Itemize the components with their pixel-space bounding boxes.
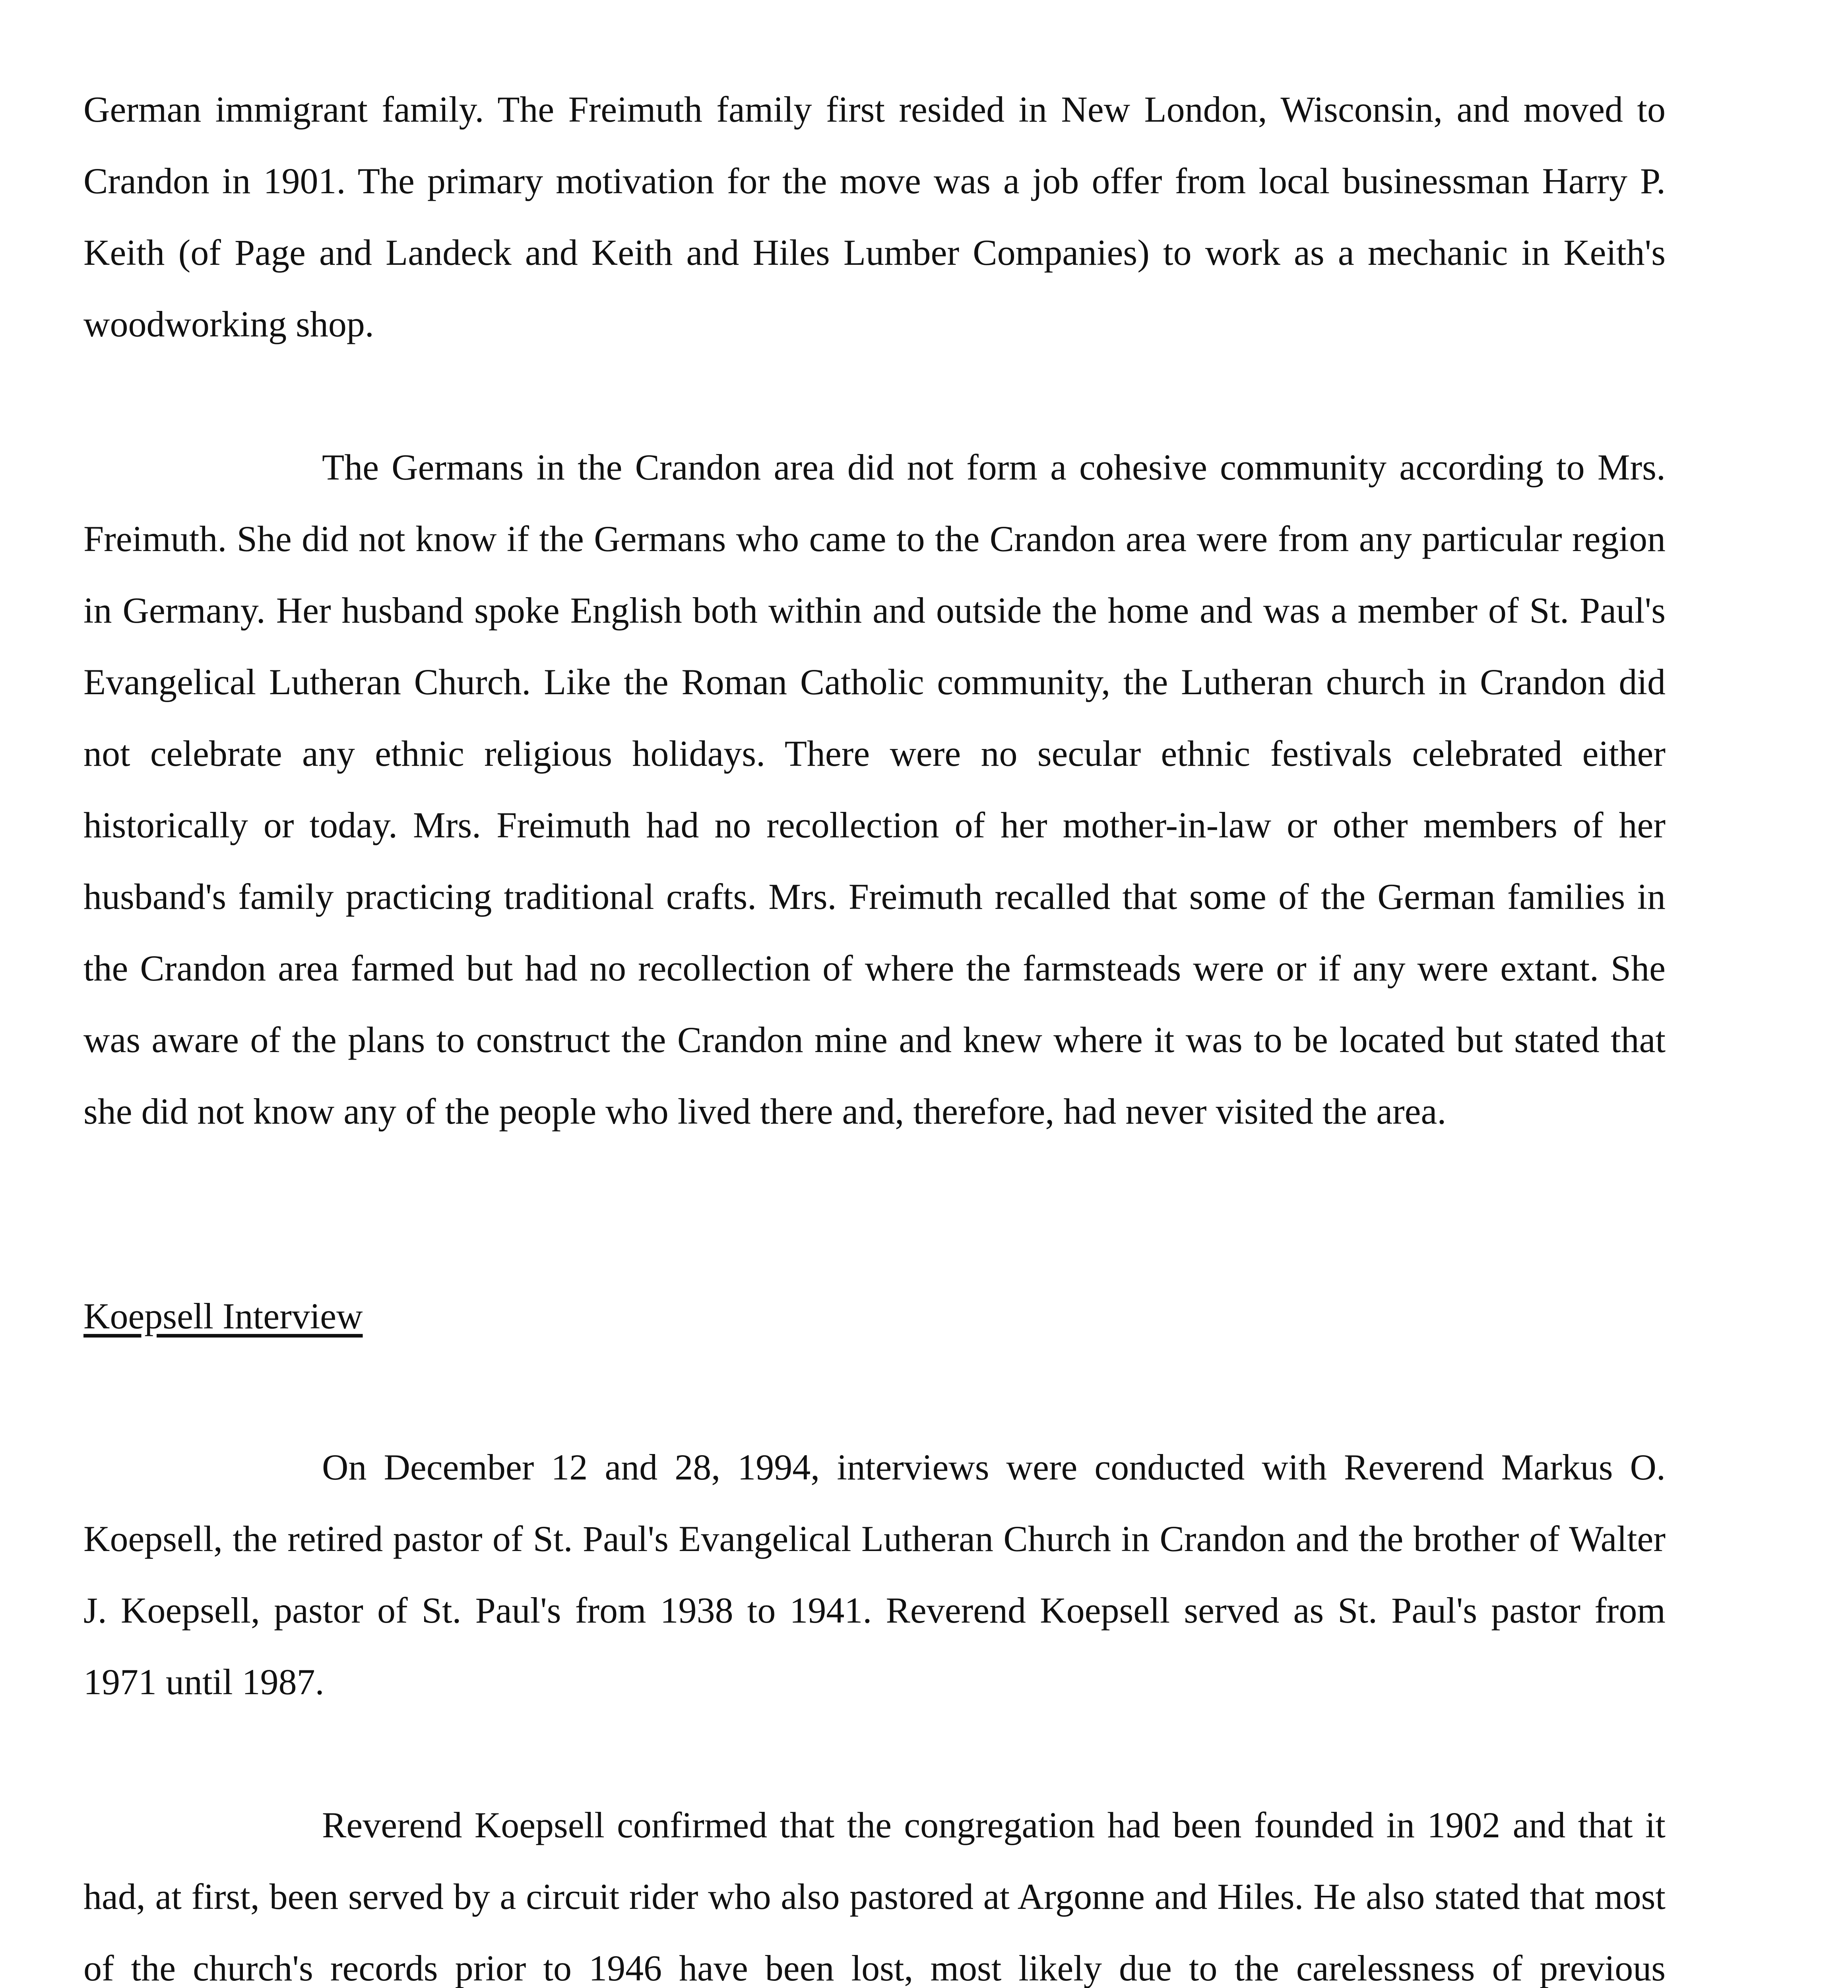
paragraph-freimuth-family: German immigrant family. The Freimuth family first resided in New London, Wisconsin, and moved to Crandon in 1901. The primary motivation for the move was a job offer from local businessman Harry P. Keith (of Page and Landeck and Keith and Hiles Lumber Companies) to work as a mechanic in Keith's woodworking shop.: [83, 89, 1666, 344]
paragraph-koepsell-interviews: On December 12 and 28, 1994, interviews were conducted with Reverend Markus O. Koepsell, the retired pastor of St. Paul's Evangelical Lutheran Church in Crandon and the brother of Walter J. Koepsell, pastor of St. Paul's from 1938 to 1941. Reverend Koepsell served as St. Paul's pastor from 1971 until 1987.: [83, 1447, 1666, 1702]
section-heading: Koepsell Interview: [83, 1296, 363, 1336]
paragraph-congregation-records: Reverend Koepsell confirmed that the congregation had been founded in 1902 and that it had, at first, been served by a circuit rider who also pastored at Argonne and Hiles. He also stated that most of the church's records prior to 1946 have been lost, most likely due to the carelessness of previous: [83, 1805, 1666, 1988]
paragraph-german-community: The Germans in the Crandon area did not form a cohesive community according to Mrs. Freimuth. She did not know if the Germans who came to the Crandon area were from any particular region in Germany. Her husband spoke English both within and outside the home and was a member of St. Paul's Evangelical Lutheran Church. Like the Roman Catholic community, the Lutheran church in Crandon did not celebrate any ethnic religious holidays. There were no secular ethnic festivals celebrated either historically or today. Mrs. Freimuth had no recollection of her mother-in-law or other members of her husband's family practicing traditional crafts. Mrs. Freimuth recalled that some of the German families in the Crandon area farmed but had no recollection of where the farmsteads were or if any were extant. She was aware of the plans to construct the Crandon mine and knew where it was to be located but stated that she did not know any of the people who lived there and, therefore, had never visited the area.: [83, 447, 1666, 1132]
